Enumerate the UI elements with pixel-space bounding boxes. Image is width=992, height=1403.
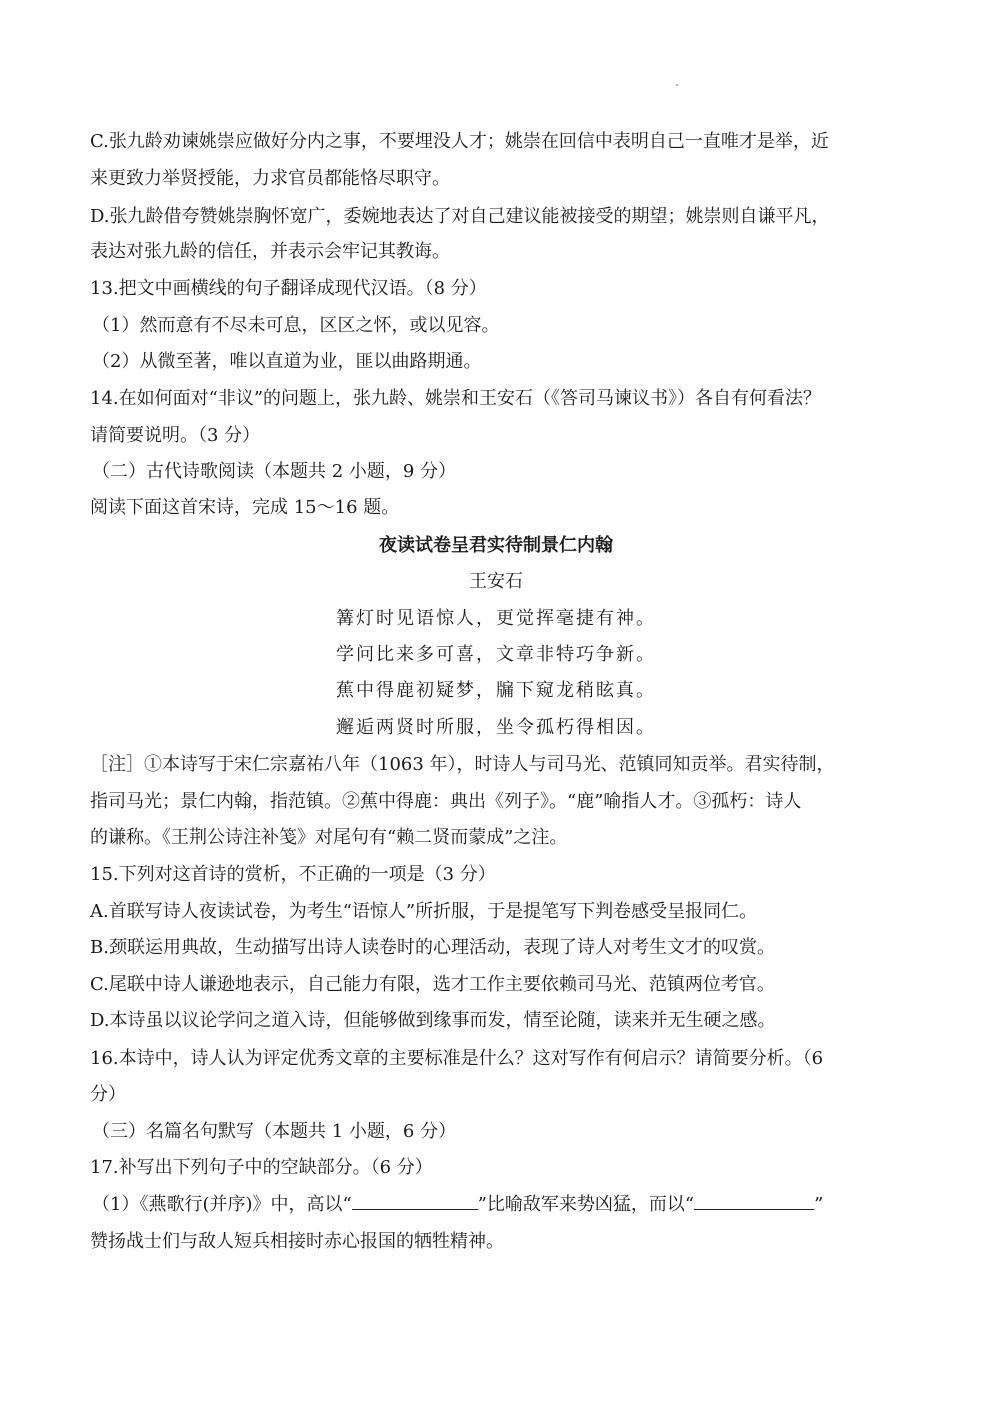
section-2-heading: （二）古代诗歌阅读（本题共 2 小题，9 分） bbox=[92, 461, 457, 482]
question-16-line2: 分） bbox=[90, 1084, 126, 1105]
question-17-item1-line1 bbox=[92, 1191, 908, 1219]
option-c-line2: 来更致力举贤授能，力求官员都能恪尽职守。 bbox=[90, 168, 450, 189]
question-15-option-d: D.本诗虽以议论学问之道入诗，但能够做到缘事而发，情至论随，读来并无生硬之感。 bbox=[90, 1010, 776, 1031]
question-13-item2: （2）从微至著，唯以直道为业，匪以曲路期通。 bbox=[92, 351, 482, 372]
question-13-item1: （1）然而意有不尽未可息，区区之怀，或以见容。 bbox=[92, 315, 500, 336]
question-14-line2: 请简要说明。（3 分） bbox=[90, 425, 261, 446]
poem-instruction: 阅读下面这首宋诗，完成 15～16 题。 bbox=[90, 497, 400, 518]
section-3-heading: （三）名篇名句默写（本题共 1 小题，6 分） bbox=[92, 1121, 457, 1142]
poem-verse-1: 篝灯时见语惊人，更觉挥毫捷有神。 bbox=[336, 608, 656, 629]
question-15-option-c: C.尾联中诗人谦逊地表示，自己能力有限，选才工作主要依赖司马光、范镇两位考官。 bbox=[90, 974, 775, 995]
poem-verse-3: 蕉中得鹿初疑梦，牖下窥龙稍眩真。 bbox=[336, 680, 656, 701]
question-17: 17.补写出下列句子中的空缺部分。（6 分） bbox=[90, 1157, 433, 1178]
answer-blank-2[interactable] bbox=[694, 1191, 814, 1210]
option-d-line2: 表达对张九龄的信任，并表示会牢记其教诲。 bbox=[90, 241, 450, 262]
question-15-option-a: A.首联写诗人夜读试卷，为考生“语惊人”所折服，于是提笔写下判卷感受呈报同仁。 bbox=[90, 901, 758, 922]
poem-note-line3: 的谦称。《王荆公诗注补笺》对尾句有“赖二贤而蒙成”之注。 bbox=[90, 827, 568, 848]
question-15-option-b: B.颈联运用典故，生动描写出诗人读卷时的心理活动，表现了诗人对考生文才的叹赏。 bbox=[90, 937, 775, 958]
poem-note-line1: ［注］①本诗写于宋仁宗嘉祐八年（1063 年），时诗人与司马光、范镇同知贡举。君实待制， bbox=[90, 754, 835, 775]
question-14-line1: 14.在如何面对“非议”的问题上，张九龄、姚崇和王安石（《答司马谏议书》）各自有何看法？ bbox=[90, 388, 822, 409]
item1-text-c: ” bbox=[814, 1194, 824, 1215]
poem-note-line2: 指司马光；景仁内翰，指范镇。②蕉中得鹿：典出《列子》。“鹿”喻指人才。③孤朽：诗人 bbox=[90, 791, 802, 812]
poem-title: 夜读试卷呈君实待制景仁内翰 bbox=[379, 535, 613, 556]
item1-text-b: ”比喻敌军来势凶猛，而以“ bbox=[477, 1194, 695, 1215]
poem-verse-4: 邂逅两贤时所服，坐令孤朽得相因。 bbox=[336, 717, 656, 738]
poem-verse-2: 学问比来多可喜，文章非特巧争新。 bbox=[336, 644, 656, 665]
option-d-line1: D.张九龄借夸赞姚崇胸怀宽广，委婉地表达了对自己建议能被接受的期望；姚崇则自谦平凡， bbox=[90, 206, 830, 227]
question-15: 15.下列对这首诗的赏析，不正确的一项是（3 分） bbox=[90, 864, 496, 885]
question-13: 13.把文中画横线的句子翻译成现代汉语。（8 分） bbox=[90, 278, 487, 299]
question-17-item1-line2: 赞扬战士们与敌人短兵相接时赤心报国的牺牲精神。 bbox=[90, 1231, 504, 1252]
item1-text-a: （1）《燕歌行(并序)》中，高以“ bbox=[92, 1194, 352, 1215]
poem-author: 王安石 bbox=[469, 571, 523, 592]
answer-blank-1[interactable] bbox=[352, 1191, 478, 1210]
option-c-line1: C.张九龄劝谏姚崇应做好分内之事，不要埋没人才；姚崇在回信中表明自己一直唯才是举，近 bbox=[90, 131, 829, 152]
page-speck bbox=[676, 84, 678, 86]
question-16-line1: 16.本诗中，诗人认为评定优秀文章的主要标准是什么？这对写作有何启示？请简要分析。（6 bbox=[90, 1048, 824, 1069]
